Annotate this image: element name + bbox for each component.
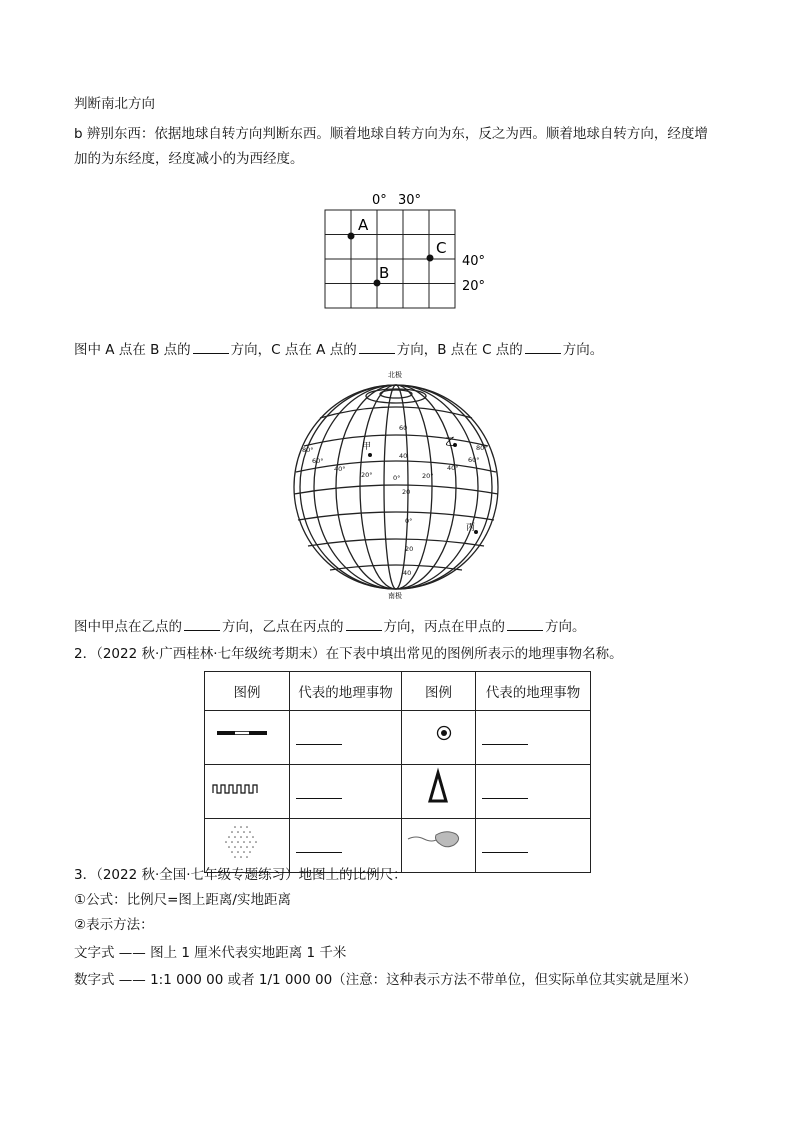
point-b-label: B [379, 264, 390, 282]
heading-north-south: 判断南北方向 [74, 96, 155, 112]
lat-label: 20 [405, 545, 414, 553]
lat-label: 40 [403, 569, 412, 577]
lon-label: 0° [393, 474, 401, 482]
table-row [205, 765, 591, 819]
lon-label: 0° [372, 193, 387, 208]
answer-cell[interactable] [476, 765, 591, 819]
great-wall-symbol [205, 765, 290, 819]
method-line: ②表示方法： [74, 917, 154, 933]
point-a-label: A [358, 216, 369, 234]
answer-blank[interactable] [193, 341, 229, 354]
header-feature: 代表的地理事物 [476, 672, 591, 711]
lat-label: 20 [402, 488, 411, 496]
point-c-label: C [436, 239, 447, 257]
numeric-form-line: 数字式 —— 1:1 000 00 或者 1/1 000 00（注意：这种表示方法不带单位，但实际单位其实就是厘米） [74, 972, 697, 988]
paragraph-longitude: 加的为东经度，经度减小的为西经度。 [74, 151, 304, 167]
lon-label: 20° [361, 471, 373, 479]
lon-label: 60° [468, 456, 480, 464]
point-bing-label: 丙 [466, 523, 476, 533]
lat-label: 20° [462, 279, 486, 294]
grid-lines [325, 210, 455, 308]
lon-label: 80° [476, 444, 488, 452]
question-3: 3．（2022 秋·全国·七年级专题练习）地图上的比例尺： [74, 867, 407, 883]
text-form-line: 文字式 —— 图上 1 厘米代表实地距离 1 千米 [74, 945, 347, 961]
lat-label: 0° [405, 517, 413, 525]
question-2: 2．（2022 秋·广西桂林·七年级统考期末）在下表中填出常见的图例所表示的地理事物名称。 [74, 646, 623, 662]
lon-label: 30° [398, 193, 422, 208]
legend-table [204, 671, 591, 873]
point-yi-label: 乙 [445, 435, 456, 448]
lat-label: 40 [399, 452, 408, 460]
answer-blank[interactable] [346, 618, 382, 631]
peak-symbol [402, 765, 476, 819]
table-row [205, 711, 591, 765]
lon-label: 20° [422, 472, 434, 480]
answer-cell[interactable] [290, 765, 402, 819]
answer-cell[interactable] [476, 819, 591, 873]
answer-cell[interactable] [290, 819, 402, 873]
desert-symbol [205, 819, 290, 873]
answer-blank[interactable] [507, 618, 543, 631]
answer-blank[interactable] [525, 341, 561, 354]
point-c-dot [427, 255, 434, 262]
table-header-row [205, 672, 591, 711]
header-feature: 代表的地理事物 [290, 672, 402, 711]
point-jia-dot [368, 453, 372, 457]
answer-cell[interactable] [290, 711, 402, 765]
railway-symbol [205, 711, 290, 765]
lon-label: 80° [302, 446, 314, 454]
globe-lines [294, 385, 498, 589]
paragraph-east-west: b 辨别东西：依据地球自转方向判断东西。顺着地球自转方向为东，反之为西。顺着地球自转方向，经度增 [74, 126, 708, 142]
lat-label: 40° [462, 254, 486, 269]
table-row [205, 819, 591, 873]
lon-label: 40° [334, 465, 346, 473]
lon-label: 60° [312, 457, 324, 465]
answer-blank[interactable] [184, 618, 220, 631]
capital-symbol [402, 711, 476, 765]
point-a-dot [348, 233, 355, 240]
answer-cell[interactable] [476, 711, 591, 765]
question-globe: 图中甲点在乙点的 方向，乙点在丙点的 方向，丙点在甲点的 方向。 [74, 619, 586, 635]
globe-figure [290, 368, 502, 602]
header-legend: 图例 [402, 672, 476, 711]
question-grid: 图中 A 点在 B 点的 方向，C 点在 A 点的 方向，B 点在 C 点的 方向。 [74, 342, 604, 358]
answer-blank[interactable] [359, 341, 395, 354]
lat-label: 60 [399, 424, 408, 432]
lat-lon-grid-figure [310, 188, 510, 312]
header-legend: 图例 [205, 672, 290, 711]
lon-label: 40° [447, 464, 459, 472]
point-jia-label: 甲 [362, 442, 372, 452]
north-pole-label: 北极 [388, 371, 402, 379]
south-pole-label: 南极 [388, 592, 402, 600]
formula-line: ①公式：比例尺=图上距离/实地距离 [74, 892, 291, 908]
river-lake-symbol [402, 819, 476, 873]
